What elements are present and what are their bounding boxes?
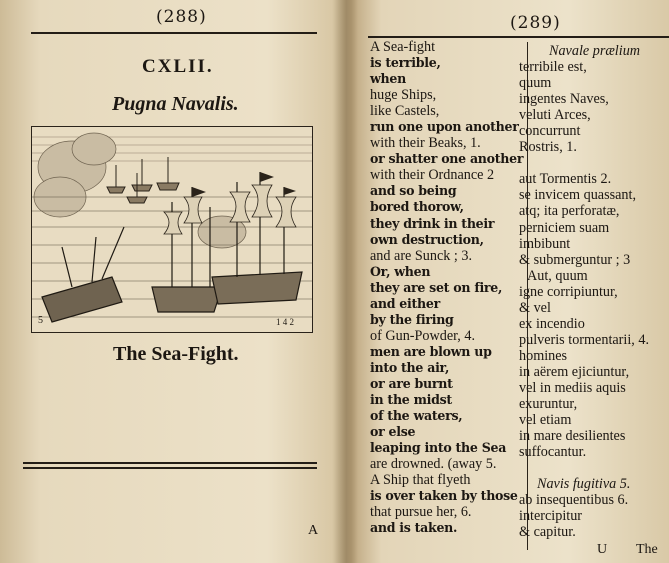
latin-column <box>519 43 649 540</box>
english-line: or are burnt <box>370 375 453 391</box>
english-line: they are set on fire, <box>370 279 503 295</box>
latin-line: terribile est, <box>519 59 587 76</box>
left-footer-rule-1 <box>23 462 317 464</box>
latin-line: veluti Arces, <box>519 107 591 124</box>
english-line: men are blown up <box>370 343 492 359</box>
latin-line: perniciem suam <box>519 219 610 236</box>
signature-mark: A <box>308 523 319 538</box>
latin-line: pulveris tormentarii, 4. <box>519 331 650 348</box>
latin-line: Rostris, 1. <box>519 139 577 156</box>
latin-line: intercipitur <box>519 508 583 525</box>
illustration-number-142: 1 4 2 <box>276 317 294 327</box>
latin-line <box>519 460 649 476</box>
english-line: are drowned. (away 5. <box>370 456 497 473</box>
english-line: or else <box>370 424 416 440</box>
catchword: The <box>636 542 658 557</box>
latin-line <box>519 155 649 171</box>
lesson-number: CXLII. <box>142 56 214 77</box>
book-gutter <box>332 0 358 563</box>
latin-line: Aut, quum <box>527 267 588 284</box>
english-line: and so being <box>370 183 457 199</box>
latin-line: aut Tormentis 2. <box>519 171 612 188</box>
english-line: and is taken. <box>370 520 458 536</box>
english-line: in the midst <box>370 392 452 408</box>
right-page-number: (289) <box>510 13 561 33</box>
english-line: is over taken by those <box>370 488 518 504</box>
latin-line: atq; ita perforatæ, <box>519 203 620 220</box>
latin-line: ex incendio <box>519 315 585 332</box>
latin-line: vel in mediis aquis <box>519 379 626 396</box>
latin-title: Pugna Navalis. <box>112 93 239 115</box>
english-line: or shatter one another <box>370 151 524 167</box>
english-column <box>370 39 523 536</box>
english-line: with their Beaks, 1. <box>370 135 481 152</box>
left-footer-rule-2 <box>23 467 317 469</box>
latin-line: homines <box>519 347 568 364</box>
english-line: of Gun-Powder, 4. <box>370 327 476 344</box>
english-line: and are Sunck ; 3. <box>370 247 473 264</box>
english-line: is terrible, <box>370 55 441 71</box>
latin-line: ingentes Naves, <box>519 91 609 108</box>
english-line: Or, when <box>370 263 431 279</box>
english-line: with their Ordnance 2 <box>370 167 495 184</box>
latin-line: in aërem ejiciuntur, <box>519 363 630 380</box>
latin-line: Navis fugitiva 5. <box>537 476 631 493</box>
english-line: that pursue her, 6. <box>370 504 472 521</box>
left-header-rule <box>31 32 317 34</box>
english-line: bored thorow, <box>370 199 464 215</box>
latin-line: exuruntur, <box>519 396 578 413</box>
latin-line: imbibunt <box>519 235 571 252</box>
latin-line: se invicem quassant, <box>519 187 637 204</box>
english-line: A Sea-fight <box>370 39 436 55</box>
latin-line: in mare desilientes <box>519 428 626 445</box>
english-line: by the firing <box>370 311 454 327</box>
english-line: they drink in their <box>370 215 495 231</box>
english-line: of the waters, <box>370 408 463 424</box>
english-line: leaping into the Sea <box>370 440 507 456</box>
english-line: run one upon another <box>370 119 519 135</box>
sea-fight-illustration <box>31 126 313 333</box>
left-page-number: (288) <box>156 7 207 27</box>
latin-line: ab insequentibus 6. <box>519 492 629 509</box>
latin-line: & submerguntur ; 3 <box>519 251 631 268</box>
english-title: The Sea-Fight. <box>113 343 239 365</box>
sea-fight-engraving <box>32 127 312 332</box>
latin-line: & capitur. <box>519 524 576 541</box>
latin-line: igne corripiuntur, <box>519 283 618 300</box>
right-header-rule <box>368 36 669 38</box>
english-line: own destruction, <box>370 231 484 247</box>
illustration-number-5: 5 <box>38 315 43 326</box>
english-line: A Ship that flyeth <box>370 472 471 489</box>
catchword-mark: U <box>597 542 608 557</box>
latin-line: concurrunt <box>519 123 581 140</box>
english-line: when <box>370 71 406 87</box>
latin-line: Navale prælium <box>549 43 641 59</box>
latin-line: & vel <box>519 299 551 316</box>
latin-line: suffocantur. <box>519 444 587 461</box>
latin-line: vel etiam <box>519 412 572 429</box>
english-line: and either <box>370 295 440 311</box>
english-line: huge Ships, <box>370 87 437 104</box>
latin-line: quum <box>519 75 552 92</box>
english-line: like Castels, <box>370 103 440 120</box>
english-line: into the air, <box>370 359 450 375</box>
